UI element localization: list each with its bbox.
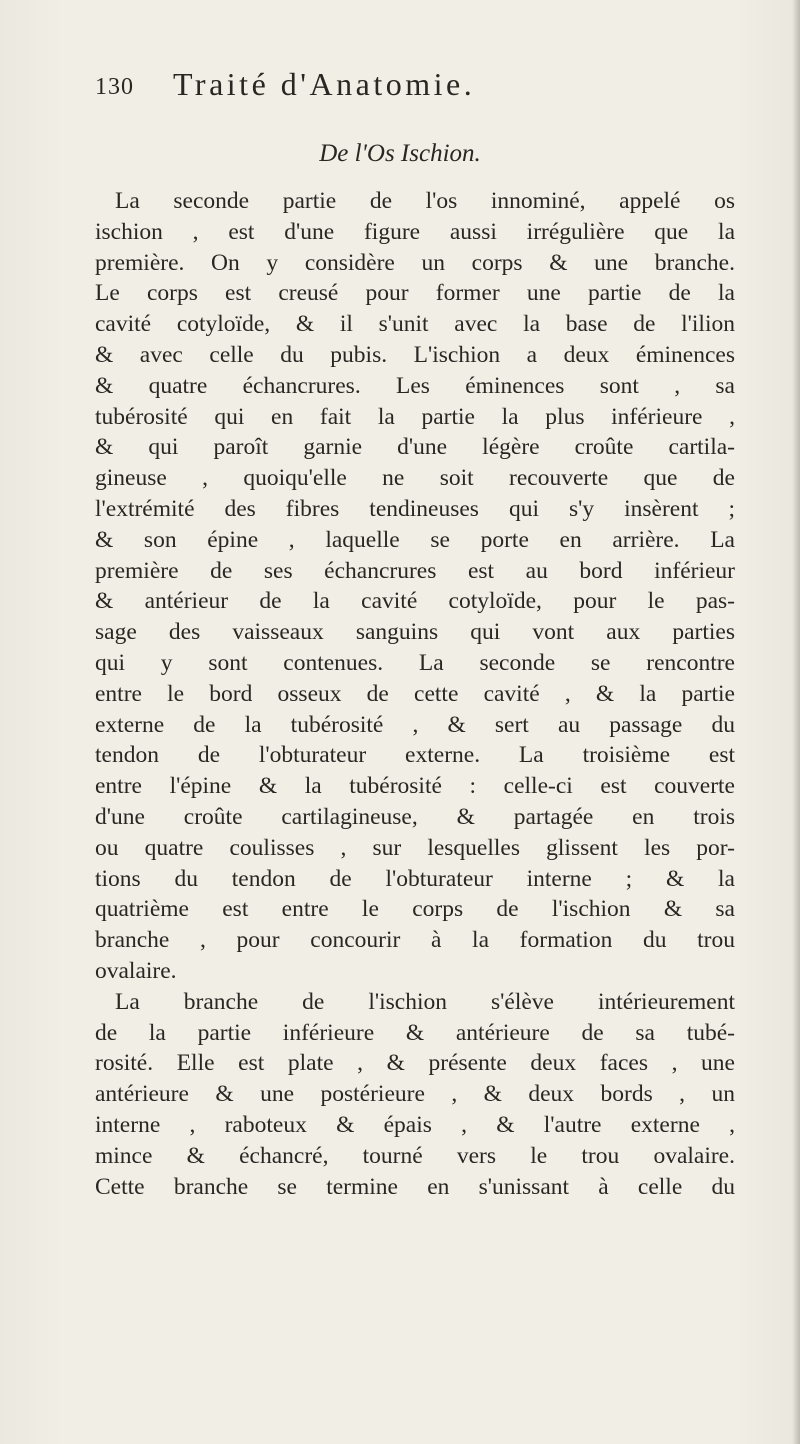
text-line: Cette branche se termine en s'unissant à celle du [95, 1173, 735, 1200]
running-title: Traité d'Anatomie. [173, 66, 476, 102]
text-line: gineuse , quoiqu'elle ne soit recouverte que de [95, 465, 735, 492]
text-line: rosité. Elle est plate , & présente deux faces , une [95, 1050, 735, 1077]
text-line: entre l'épine & la tubérosité : celle-ci est couverte [95, 773, 735, 800]
paragraph-1 [95, 186, 735, 987]
text-line: ovalaire. [95, 957, 177, 984]
text-line: sage des vaisseaux sanguins qui vont aux parties [95, 619, 735, 646]
text-line: branche , pour concourir à la formation du trou [95, 927, 735, 954]
text-line: première de ses échancrures est au bord inférieur [95, 557, 735, 584]
page-edge-shadow [792, 0, 800, 1444]
text-line: ischion , est d'une figure aussi irrégulière que la [95, 218, 735, 245]
page-number: 130 [95, 74, 134, 100]
section-title: De l'Os Ischion. [319, 140, 481, 167]
text-line: entre le bord osseux de cette cavité , & la partie [95, 680, 735, 707]
text-line: tendon de l'obturateur externe. La troisième est [95, 742, 735, 769]
text-line: qui y sont contenues. La seconde se rencontre [95, 649, 735, 676]
text-line: première. On y considère un corps & une branche. [95, 249, 735, 276]
body-text [95, 186, 735, 1202]
text-line: mince & échancré, tourné vers le trou ovalaire. [95, 1142, 735, 1169]
text-line: de la partie inférieure & antérieure de sa tubé- [95, 1019, 735, 1046]
paragraph-2 [95, 987, 735, 1203]
text-line: l'extrémité des fibres tendineuses qui s'y insèrent ; [95, 495, 735, 522]
text-line: Le corps est creusé pour former une partie de la [95, 280, 735, 307]
text-line: La branche de l'ischion s'élève intérieurement [115, 988, 735, 1015]
text-line: d'une croûte cartilagineuse, & partagée en trois [95, 803, 735, 830]
text-line: & quatre échancrures. Les éminences sont , sa [95, 372, 735, 399]
text-line: interne , raboteux & épais , & l'autre externe , [95, 1111, 735, 1138]
text-line: cavité cotyloïde, & il s'unit avec la base de l'ilion [95, 311, 735, 338]
text-line: antérieure & une postérieure , & deux bords , un [95, 1081, 735, 1108]
text-line: & son épine , laquelle se porte en arrière. La [95, 526, 735, 553]
text-line: La seconde partie de l'os innominé, appelé os [115, 188, 735, 214]
text-line: & antérieur de la cavité cotyloïde, pour le pas- [95, 588, 735, 615]
text-line: & avec celle du pubis. L'ischion a deux éminences [95, 341, 735, 368]
text-line: & qui paroît garnie d'une légère croûte cartila- [95, 434, 735, 461]
text-line: tions du tendon de l'obturateur interne ; & la [95, 865, 735, 892]
page-header [95, 66, 735, 106]
text-line: quatrième est entre le corps de l'ischion & sa [95, 896, 735, 923]
text-line: externe de la tubérosité , & sert au passage du [95, 711, 735, 738]
text-line: ou quatre coulisses , sur lesquelles glissent les por- [95, 834, 735, 861]
text-line: tubérosité qui en fait la partie la plus inférieure , [95, 403, 735, 430]
